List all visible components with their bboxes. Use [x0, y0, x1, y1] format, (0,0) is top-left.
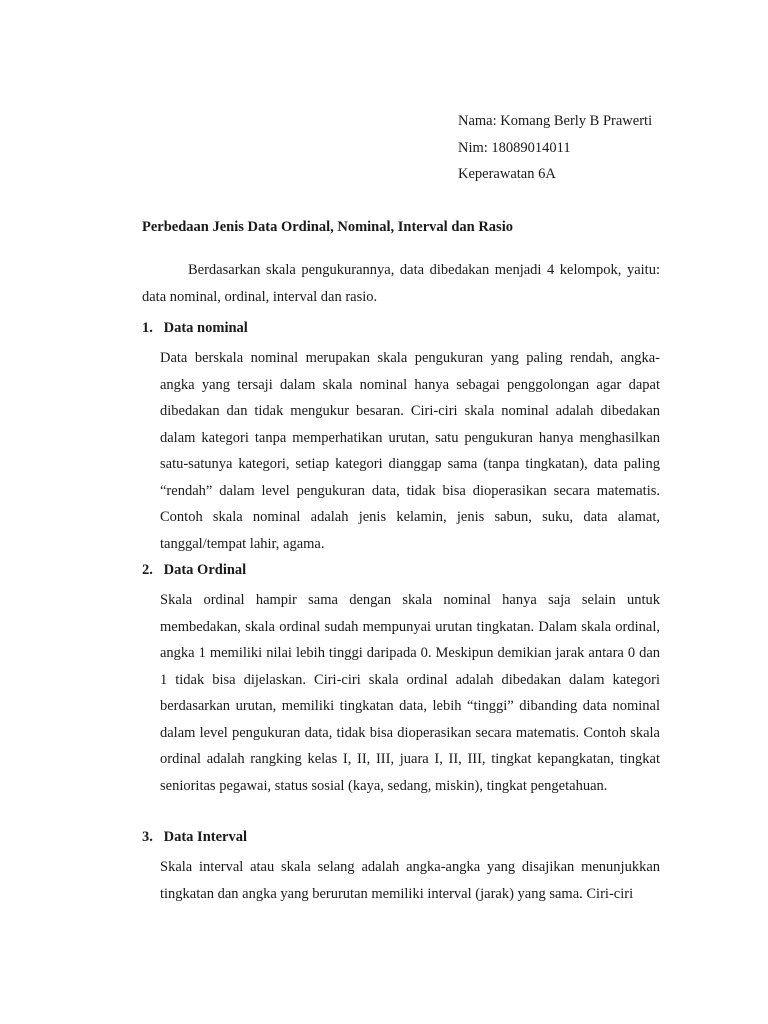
section-title: Data Interval — [163, 829, 247, 845]
section-heading-interval — [142, 829, 247, 846]
section-title: Data nominal — [163, 320, 248, 336]
section-number: 1. — [142, 320, 153, 336]
section-body-interval: Skala interval atau skala selang adalah angka-angka yang disajikan menunjukkan tingkatan dan angka yang berurutan memiliki interval (jarak) yang sama. Ciri-ciri — [160, 859, 660, 902]
student-class: Keperawatan 6A — [458, 166, 556, 182]
section-title: Data Ordinal — [163, 562, 247, 578]
section-heading-nominal — [142, 320, 248, 337]
student-name: Nama: Komang Berly B Prawerti — [458, 113, 653, 129]
identity-block — [458, 108, 652, 188]
intro-paragraph: Berdasarkan skala pengukurannya, data dibedakan menjadi 4 kelompok, yaitu: data nominal, ordinal, interval dan rasio. — [142, 262, 660, 305]
section-body-ordinal: Skala ordinal hampir sama dengan skala nominal hanya saja selain untuk membedakan, skala ordinal sudah mempunyai urutan tingkatan. Dalam skala ordinal, angka 1 memiliki nilai lebih tinggi daripada 0. Meskipun demikian jarak antara 0 dan 1 tidak bisa dijelaskan. Ciri-ciri skala ordinal adalah dibedakan dalam kategori berdasarkan urutan, memiliki tingkatan data, lebih “tinggi” dibanding data nominal dalam level pengukuran data, tidak bisa dioperasikan secara matematis. Contoh skala ordinal adalah rangking kelas I, II, III, juara I, II, III, tingkat kepangkatan, tingkat senioritas pegawai, status sosial (kaya, sedang, miskin), tingkat pengetahuan. — [160, 592, 660, 794]
section-number: 3. — [142, 829, 153, 845]
section-heading-ordinal — [142, 562, 246, 579]
section-body-nominal: Data berskala nominal merupakan skala pengukuran yang paling rendah, angka-angka yang tersaji dalam skala nominal hanya sebagai penggolongan agar dapat dibedakan dan tidak mengukur besaran. Ciri-ciri skala nominal adalah dibedakan dalam kategori tanpa memperhatikan urutan, satu pengukuran hanya menghasilkan satu-satunya kategori, setiap kategori dianggap sama (tanpa tingkatan), data paling “rendah” dalam level pengukuran data, tidak bisa dioperasikan secara matematis. Contoh skala nominal adalah jenis kelamin, jenis sabun, suku, data alamat, tanggal/tempat lahir, agama. — [160, 350, 660, 552]
document-title: Perbedaan Jenis Data Ordinal, Nominal, Interval dan Rasio — [142, 219, 513, 235]
section-number: 2. — [142, 562, 153, 578]
student-nim: Nim: 18089014011 — [458, 139, 571, 156]
